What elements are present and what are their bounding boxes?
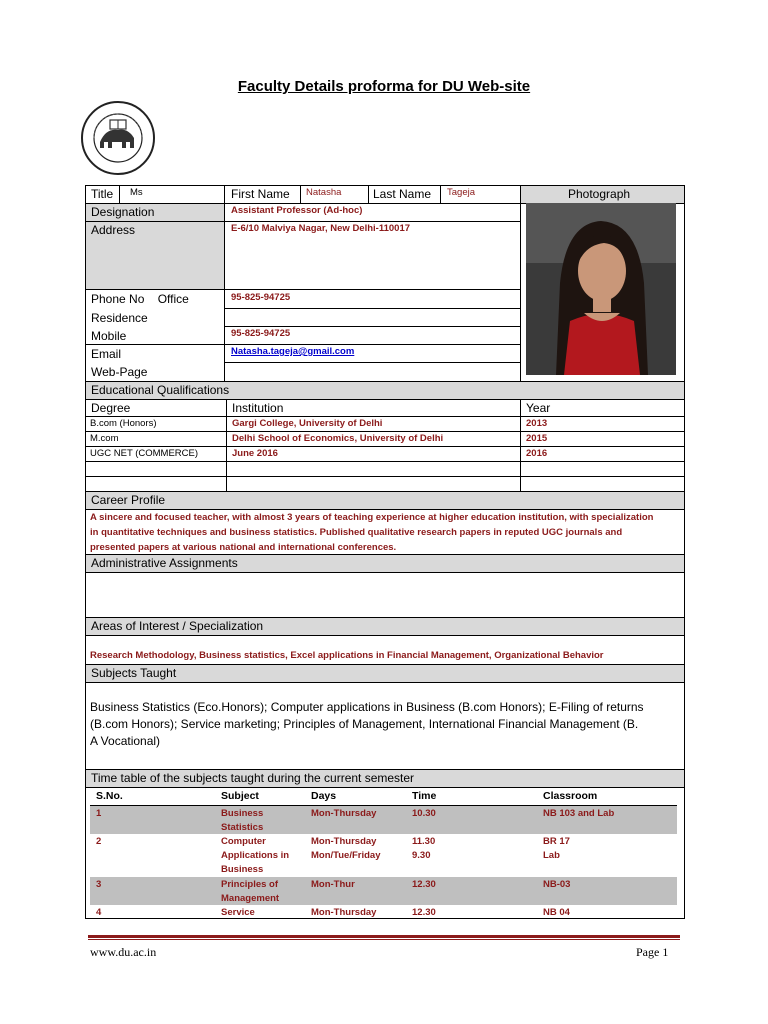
tt-header-time: Time (412, 790, 437, 802)
footer-rule (88, 935, 680, 938)
page-number: Page 1 (636, 945, 669, 959)
tt-subject: Business Statistics (221, 808, 264, 833)
edu-institution: Delhi School of Economics, University of Delhi (232, 433, 444, 444)
webpage-label: Web-Page (91, 365, 148, 379)
tt-days: Mon-Thur (311, 879, 355, 890)
interest-value: Research Methodology, Business statistics, Excel applications in Financial Management, Organizational Behavior (90, 650, 604, 661)
tt-classroom: NB 04 (543, 907, 570, 918)
email-value[interactable] (231, 346, 354, 357)
edu-degree: UGC NET (COMMERCE) (90, 448, 199, 459)
tt-sno: 3 (96, 879, 102, 890)
designation-label: Designation (91, 205, 155, 219)
phone-office-label: Office (157, 292, 189, 306)
last-name-value[interactable]: Tageja (447, 187, 475, 198)
institution-header: Institution (232, 401, 284, 415)
table-row (90, 877, 677, 905)
year-header: Year (526, 401, 551, 415)
tt-header-classroom: Classroom (543, 790, 598, 802)
tt-header-sno: S.No. (96, 790, 123, 802)
timetable-label: Time table of the subjects taught during the current semester (91, 771, 415, 785)
title-label: Title (91, 187, 114, 201)
university-seal-logo (72, 98, 164, 178)
tt-header-subject: Subject (221, 790, 259, 802)
mobile-value[interactable]: 95-825-94725 (231, 328, 291, 339)
tt-subject: Service (221, 907, 255, 918)
tt-subject: Computer Applications in Business (221, 836, 290, 875)
edu-institution: June 2016 (232, 448, 278, 459)
residence-label: Residence (91, 311, 148, 325)
first-name-value[interactable]: Natasha (306, 187, 342, 198)
email-label: Email (91, 347, 122, 361)
photograph-label: Photograph (568, 187, 631, 201)
page-title: Faculty Details proforma for DU Web-site (237, 78, 531, 95)
mobile-label: Mobile (91, 329, 127, 343)
first-name-label: First Name (231, 187, 290, 201)
tt-time: 11.30 9.30 (412, 836, 436, 861)
tt-header-days: Days (311, 790, 337, 802)
edu-year: 2016 (526, 448, 548, 459)
tt-days: Mon-Thursday Mon/Tue/Friday (311, 836, 381, 861)
interest-label: Areas of Interest / Specialization (91, 619, 264, 633)
edu-degree: B.com (Honors) (90, 418, 157, 429)
edu-year: 2013 (526, 418, 548, 429)
tt-subject: Principles of Management (221, 879, 280, 904)
edu-institution: Gargi College, University of Delhi (232, 418, 383, 429)
edu-year: 2015 (526, 433, 548, 444)
profile-photo (526, 203, 676, 375)
address-value[interactable]: E-6/10 Malviya Nagar, New Delhi-110017 (231, 223, 411, 234)
phone-label: Phone No Office (91, 292, 189, 306)
tt-classroom: NB-03 (543, 879, 571, 890)
education-section-label: Educational Qualifications (91, 383, 230, 397)
tt-days: Mon-Thursday (311, 907, 377, 918)
phone-office-value[interactable]: 95-825-94725 (231, 292, 291, 303)
admin-assignments-label: Administrative Assignments (91, 556, 238, 570)
subjects-taught-label: Subjects Taught (91, 666, 177, 680)
subjects-taught-text: Business Statistics (Eco.Honors); Computer applications in Business (B.com Honors); E-Filing of returns (B.com Honors); Service marketing; Principles of Management, International Financial Management (B. A Vocational) (90, 700, 644, 748)
edu-degree: M.com (90, 433, 119, 444)
tt-time: 12.30 (412, 879, 436, 890)
career-profile-label: Career Profile (91, 493, 166, 507)
tt-classroom: BR 17 Lab (543, 836, 570, 861)
designation-value[interactable]: Assistant Professor (Ad-hoc) (231, 205, 363, 216)
title-value[interactable]: Ms (130, 187, 143, 198)
career-profile-text: A sincere and focused teacher, with almost 3 years of teaching experience at higher education institution, with specialization in quantitative techniques and business statistics. Published qualitative research papers in reputed UGC journals and presented papers at various national and international conferences. (90, 512, 654, 553)
tt-sno: 4 (96, 907, 102, 918)
tt-time: 10.30 (412, 808, 436, 819)
address-label: Address (91, 223, 136, 237)
tt-classroom: NB 103 and Lab (543, 808, 615, 819)
last-name-label: Last Name (373, 187, 432, 201)
tt-days: Mon-Thursday (311, 808, 377, 819)
tt-time: 12.30 (412, 907, 436, 918)
degree-header: Degree (91, 401, 131, 415)
footer-website-link[interactable]: www.du.ac.in (90, 945, 157, 959)
email-link[interactable]: Natasha.tageja@gmail.com (231, 346, 355, 357)
tt-sno: 2 (96, 836, 102, 847)
tt-sno: 1 (96, 808, 102, 819)
